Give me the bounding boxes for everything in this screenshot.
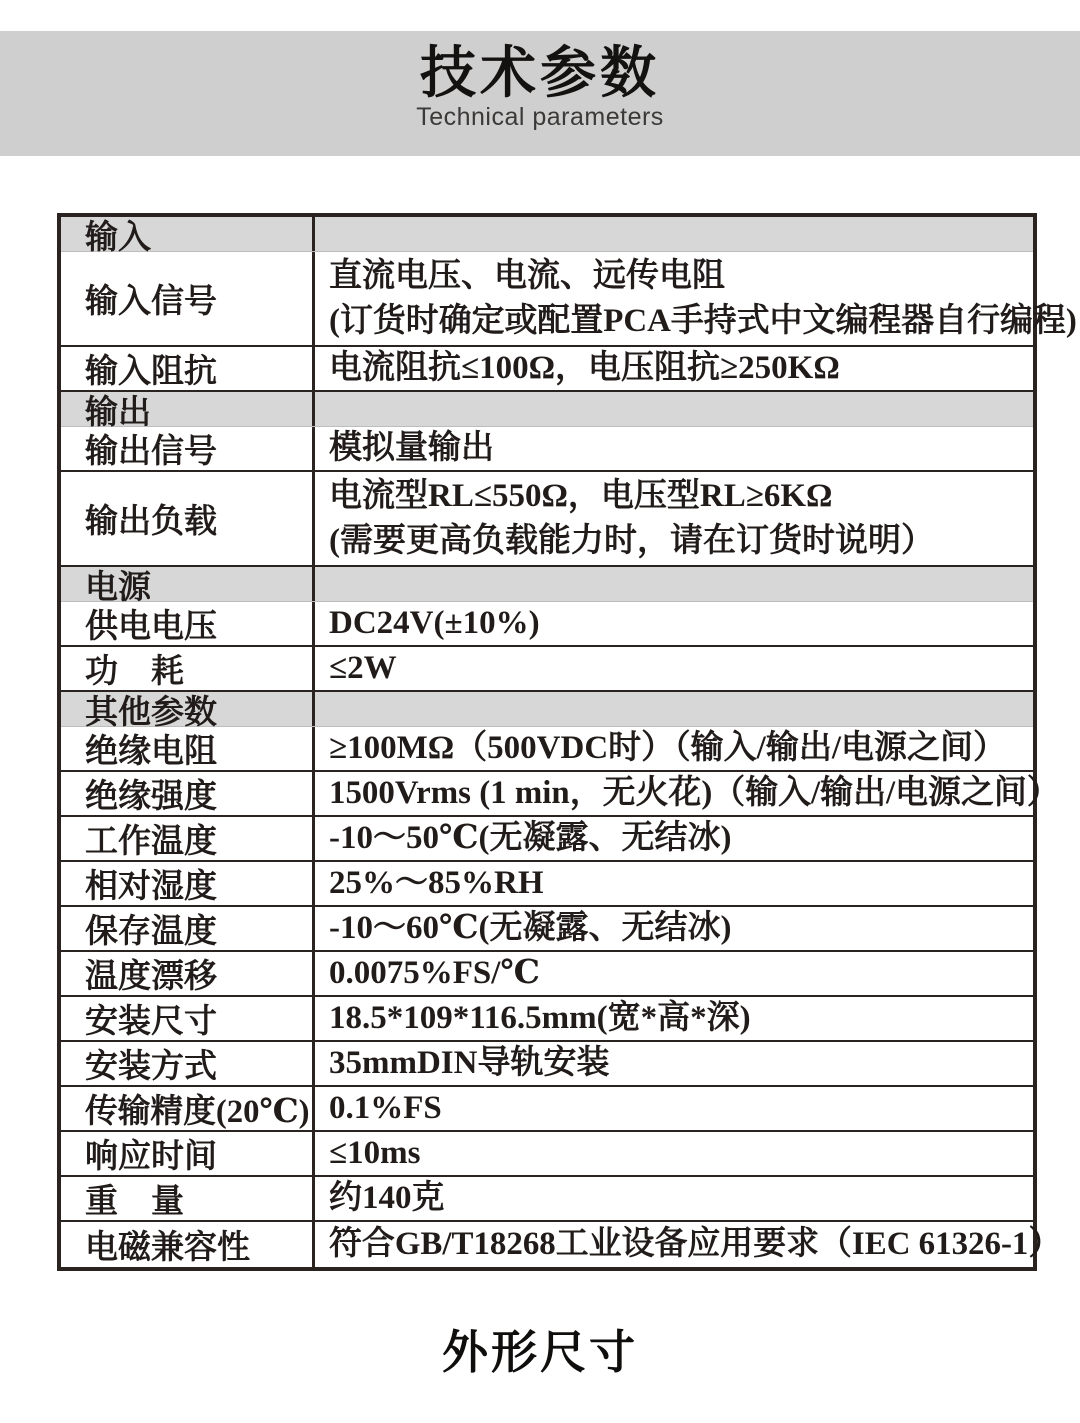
param-label: 温度漂移 — [61, 952, 315, 995]
table-row — [61, 1087, 1033, 1132]
param-label: 绝缘强度 — [61, 772, 315, 815]
param-value-line: 0.0075%FS/℃ — [329, 955, 540, 991]
param-value-line: 35mmDIN导轨安装 — [329, 1045, 610, 1081]
param-label: 相对湿度 — [61, 862, 315, 905]
table-row — [61, 1132, 1033, 1177]
param-value — [315, 647, 1033, 690]
param-label: 传输精度(20℃) — [61, 1087, 315, 1130]
param-value-line: 25%～85%RH — [329, 865, 544, 901]
param-value — [315, 1042, 1033, 1085]
param-value — [315, 692, 1033, 726]
param-value — [315, 907, 1033, 950]
param-value — [315, 217, 1033, 251]
param-label: 输出 — [61, 392, 315, 426]
param-value — [315, 347, 1033, 390]
title-band — [0, 31, 1080, 156]
param-value — [315, 727, 1033, 770]
param-value-line: 0.1%FS — [329, 1090, 442, 1126]
param-value — [315, 772, 1064, 815]
param-label: 保存温度 — [61, 907, 315, 950]
param-value — [315, 952, 1033, 995]
param-label: 工作温度 — [61, 817, 315, 860]
param-value — [315, 862, 1033, 905]
param-value — [315, 252, 1080, 345]
table-row — [61, 997, 1033, 1042]
table-row — [61, 1042, 1033, 1087]
section-title-dimensions: 外形尺寸 — [442, 1326, 638, 1378]
param-value-line: (订货时确定或配置PCA手持式中文编程器自行编程) — [329, 302, 1077, 339]
param-value-line: (需要更高负载能力时，请在订货时说明） — [329, 522, 934, 559]
table-row — [61, 727, 1033, 772]
param-label: 响应时间 — [61, 1132, 315, 1175]
param-value-line: -10～50℃(无凝露、无结冰) — [329, 820, 732, 856]
param-label: 安装方式 — [61, 1042, 315, 1085]
param-value — [315, 1132, 1033, 1175]
param-value — [315, 997, 1033, 1040]
param-label: 重 量 — [61, 1177, 315, 1220]
param-value — [315, 1087, 1033, 1130]
table-row — [61, 862, 1033, 907]
table-row — [61, 907, 1033, 952]
param-value-line: DC24V(±10%) — [329, 605, 540, 641]
table-row — [61, 347, 1033, 392]
param-value-line: 直流电压、电流、远传电阻 — [329, 257, 725, 294]
param-value-line: 符合GB/T18268工业设备应用要求（IEC 61326-1） — [329, 1226, 1062, 1262]
section-header-row — [61, 567, 1033, 606]
param-value-line: ≤10ms — [329, 1135, 421, 1171]
param-label: 功 耗 — [61, 647, 315, 690]
table-row — [61, 817, 1033, 862]
table-row — [61, 772, 1060, 817]
param-value-line: 电流阻抗≤100Ω，电压阻抗≥250KΩ — [329, 350, 840, 386]
param-value-line: ≤2W — [329, 650, 397, 686]
param-value-line: 模拟量输出 — [329, 430, 494, 466]
param-label: 安装尺寸 — [61, 997, 315, 1040]
param-label: 其他参数 — [61, 692, 315, 726]
param-value — [315, 602, 1033, 645]
param-value-line: 1500Vrms (1 min，无火花)（输入/输出/电源之间） — [329, 775, 1060, 811]
table-row — [61, 952, 1033, 997]
param-label: 输出信号 — [61, 427, 315, 470]
page-title: 技术参数 — [420, 41, 660, 104]
table-row — [61, 1222, 1062, 1267]
param-value — [315, 1222, 1065, 1267]
page-subtitle: Technical parameters — [416, 103, 664, 131]
param-label: 输入信号 — [61, 252, 315, 345]
table-row — [61, 1177, 1033, 1222]
param-label: 输出负载 — [61, 472, 315, 565]
param-value-line: 18.5*109*116.5mm(宽*高*深) — [329, 1000, 751, 1036]
param-label: 绝缘电阻 — [61, 727, 315, 770]
param-value — [315, 392, 1033, 426]
param-value-line: ≥100MΩ（500VDC时）（输入/输出/电源之间） — [329, 730, 1007, 766]
param-label: 输入 — [61, 217, 315, 251]
param-value — [315, 427, 1033, 470]
section-header-row — [61, 217, 1033, 256]
param-value-line: 约140克 — [329, 1180, 445, 1216]
spec-table — [57, 213, 1077, 1271]
section-header-row — [61, 392, 1033, 431]
param-value-line: 电流型RL≤550Ω，电压型RL≥6KΩ — [329, 477, 833, 514]
param-value — [315, 472, 1033, 565]
param-label: 输入阻抗 — [61, 347, 315, 390]
table-row — [61, 602, 1033, 647]
table-row — [61, 427, 1033, 472]
table-row — [61, 472, 1033, 567]
param-value — [315, 567, 1033, 601]
param-value — [315, 817, 1033, 860]
param-label: 电源 — [61, 567, 315, 601]
table-row — [61, 252, 1077, 347]
param-label: 电磁兼容性 — [61, 1222, 315, 1267]
section-header-row — [61, 692, 1033, 731]
param-value — [315, 1177, 1033, 1220]
param-label: 供电电压 — [61, 602, 315, 645]
param-value-line: -10～60℃(无凝露、无结冰) — [329, 910, 732, 946]
